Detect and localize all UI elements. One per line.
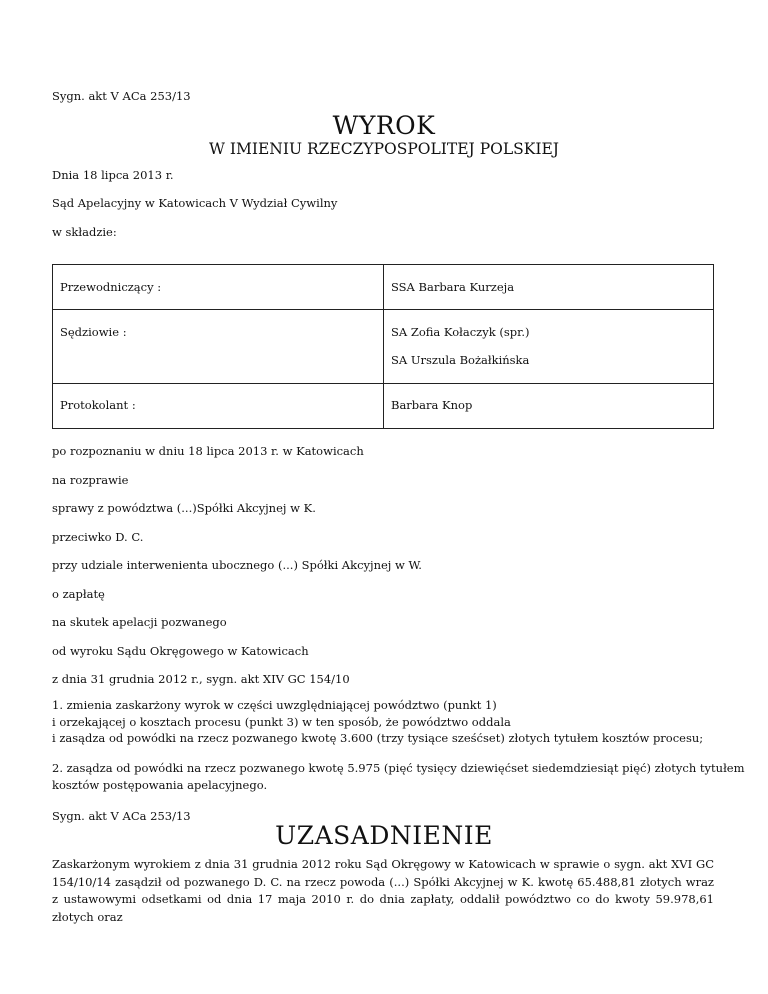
court-panel-table: [52, 264, 714, 429]
ruling-point-1: [52, 697, 703, 747]
body-line: przy udziale interwenienta ubocznego (...) Spółki Akcyjnej w W.: [52, 558, 422, 572]
panel-names-cell: [384, 265, 714, 310]
panel-name: SA Urszula Bożałkińska: [391, 353, 530, 367]
composition-label: w składzie:: [52, 225, 117, 239]
panel-name: SSA Barbara Kurzeja: [391, 280, 515, 294]
panel-row-judges: [53, 310, 714, 384]
court-name: Sąd Apelacyjny w Katowicach V Wydział Cywilny: [52, 196, 338, 210]
justification-title: UZASADNIENIE: [275, 821, 493, 850]
panel-role-cell: [53, 384, 384, 429]
body-line: na rozprawie: [52, 473, 129, 487]
panel-names-cell: [384, 384, 714, 429]
judgment-title: WYROK: [332, 111, 436, 140]
body-line: od wyroku Sądu Okręgowego w Katowicach: [52, 644, 309, 658]
body-line: sprawy z powództwa (...)Spółki Akcyjnej w K.: [52, 501, 316, 515]
ruling-line: 1. zmienia zaskarżony wyrok w części uwzględniającej powództwo (punkt 1): [52, 698, 497, 712]
justification-signature: Sygn. akt V ACa 253/13: [52, 809, 191, 823]
panel-role-cell: [53, 310, 384, 384]
body-line: z dnia 31 grudnia 2012 r., sygn. akt XIV GC 154/10: [52, 672, 350, 686]
panel-role: Protokolant :: [60, 398, 136, 412]
case-signature: Sygn. akt V ACa 253/13: [52, 89, 191, 103]
body-line: o zapłatę: [52, 587, 105, 601]
ruling-line: kosztów postępowania apelacyjnego.: [52, 777, 268, 792]
panel-name: SA Zofia Kołaczyk (spr.): [391, 325, 530, 339]
panel-role: Sędziowie :: [60, 325, 127, 339]
body-line: po rozpoznaniu w dniu 18 lipca 2013 r. w Katowicach: [52, 444, 364, 458]
panel-name: Barbara Knop: [391, 398, 473, 412]
body-line: na skutek apelacji pozwanego: [52, 615, 227, 629]
justification-paragraph: Zaskarżonym wyrokiem z dnia 31 grudnia 2012 roku Sąd Okręgowy w Katowicach w sprawie o sygn. akt XVI GC 154/10/14 zasądził od pozwanego D. C. na rzecz powoda (...) Spółki Akcyjnej w K. kwotę 65.488,81 złotych wraz z ustawowymi odsetkami od dnia 17 maja 2010 r. do dnia zapłaty, oddalił powództwo co do kwoty 59.978,61 złotych oraz: [52, 857, 714, 924]
panel-row-clerk: [53, 384, 714, 429]
ruling-line: 2. zasądza od powódki na rzecz pozwanego kwotę 5.975 (pięć tysięcy dziewięćset siedemdziesiąt pięć) złotych tytułem: [52, 761, 745, 775]
panel-role: Przewodniczący :: [60, 280, 162, 294]
ruling-point-2: [52, 760, 745, 793]
judgment-subtitle: W IMIENIU RZECZYPOSPOLITEJ POLSKIEJ: [209, 140, 559, 158]
judgment-date: Dnia 18 lipca 2013 r.: [52, 168, 174, 182]
ruling-line: i orzekającej o kosztach procesu (punkt 3) w ten sposób, że powództwo oddala: [52, 714, 511, 729]
panel-role-cell: [53, 265, 384, 310]
panel-names-cell: [384, 310, 714, 384]
body-line: przeciwko D. C.: [52, 530, 144, 544]
ruling-line: i zasądza od powódki na rzecz pozwanego kwotę 3.600 (trzy tysiące sześćset) złotych tytułem kosztów procesu;: [52, 731, 704, 745]
panel-row-chair: [53, 265, 714, 310]
